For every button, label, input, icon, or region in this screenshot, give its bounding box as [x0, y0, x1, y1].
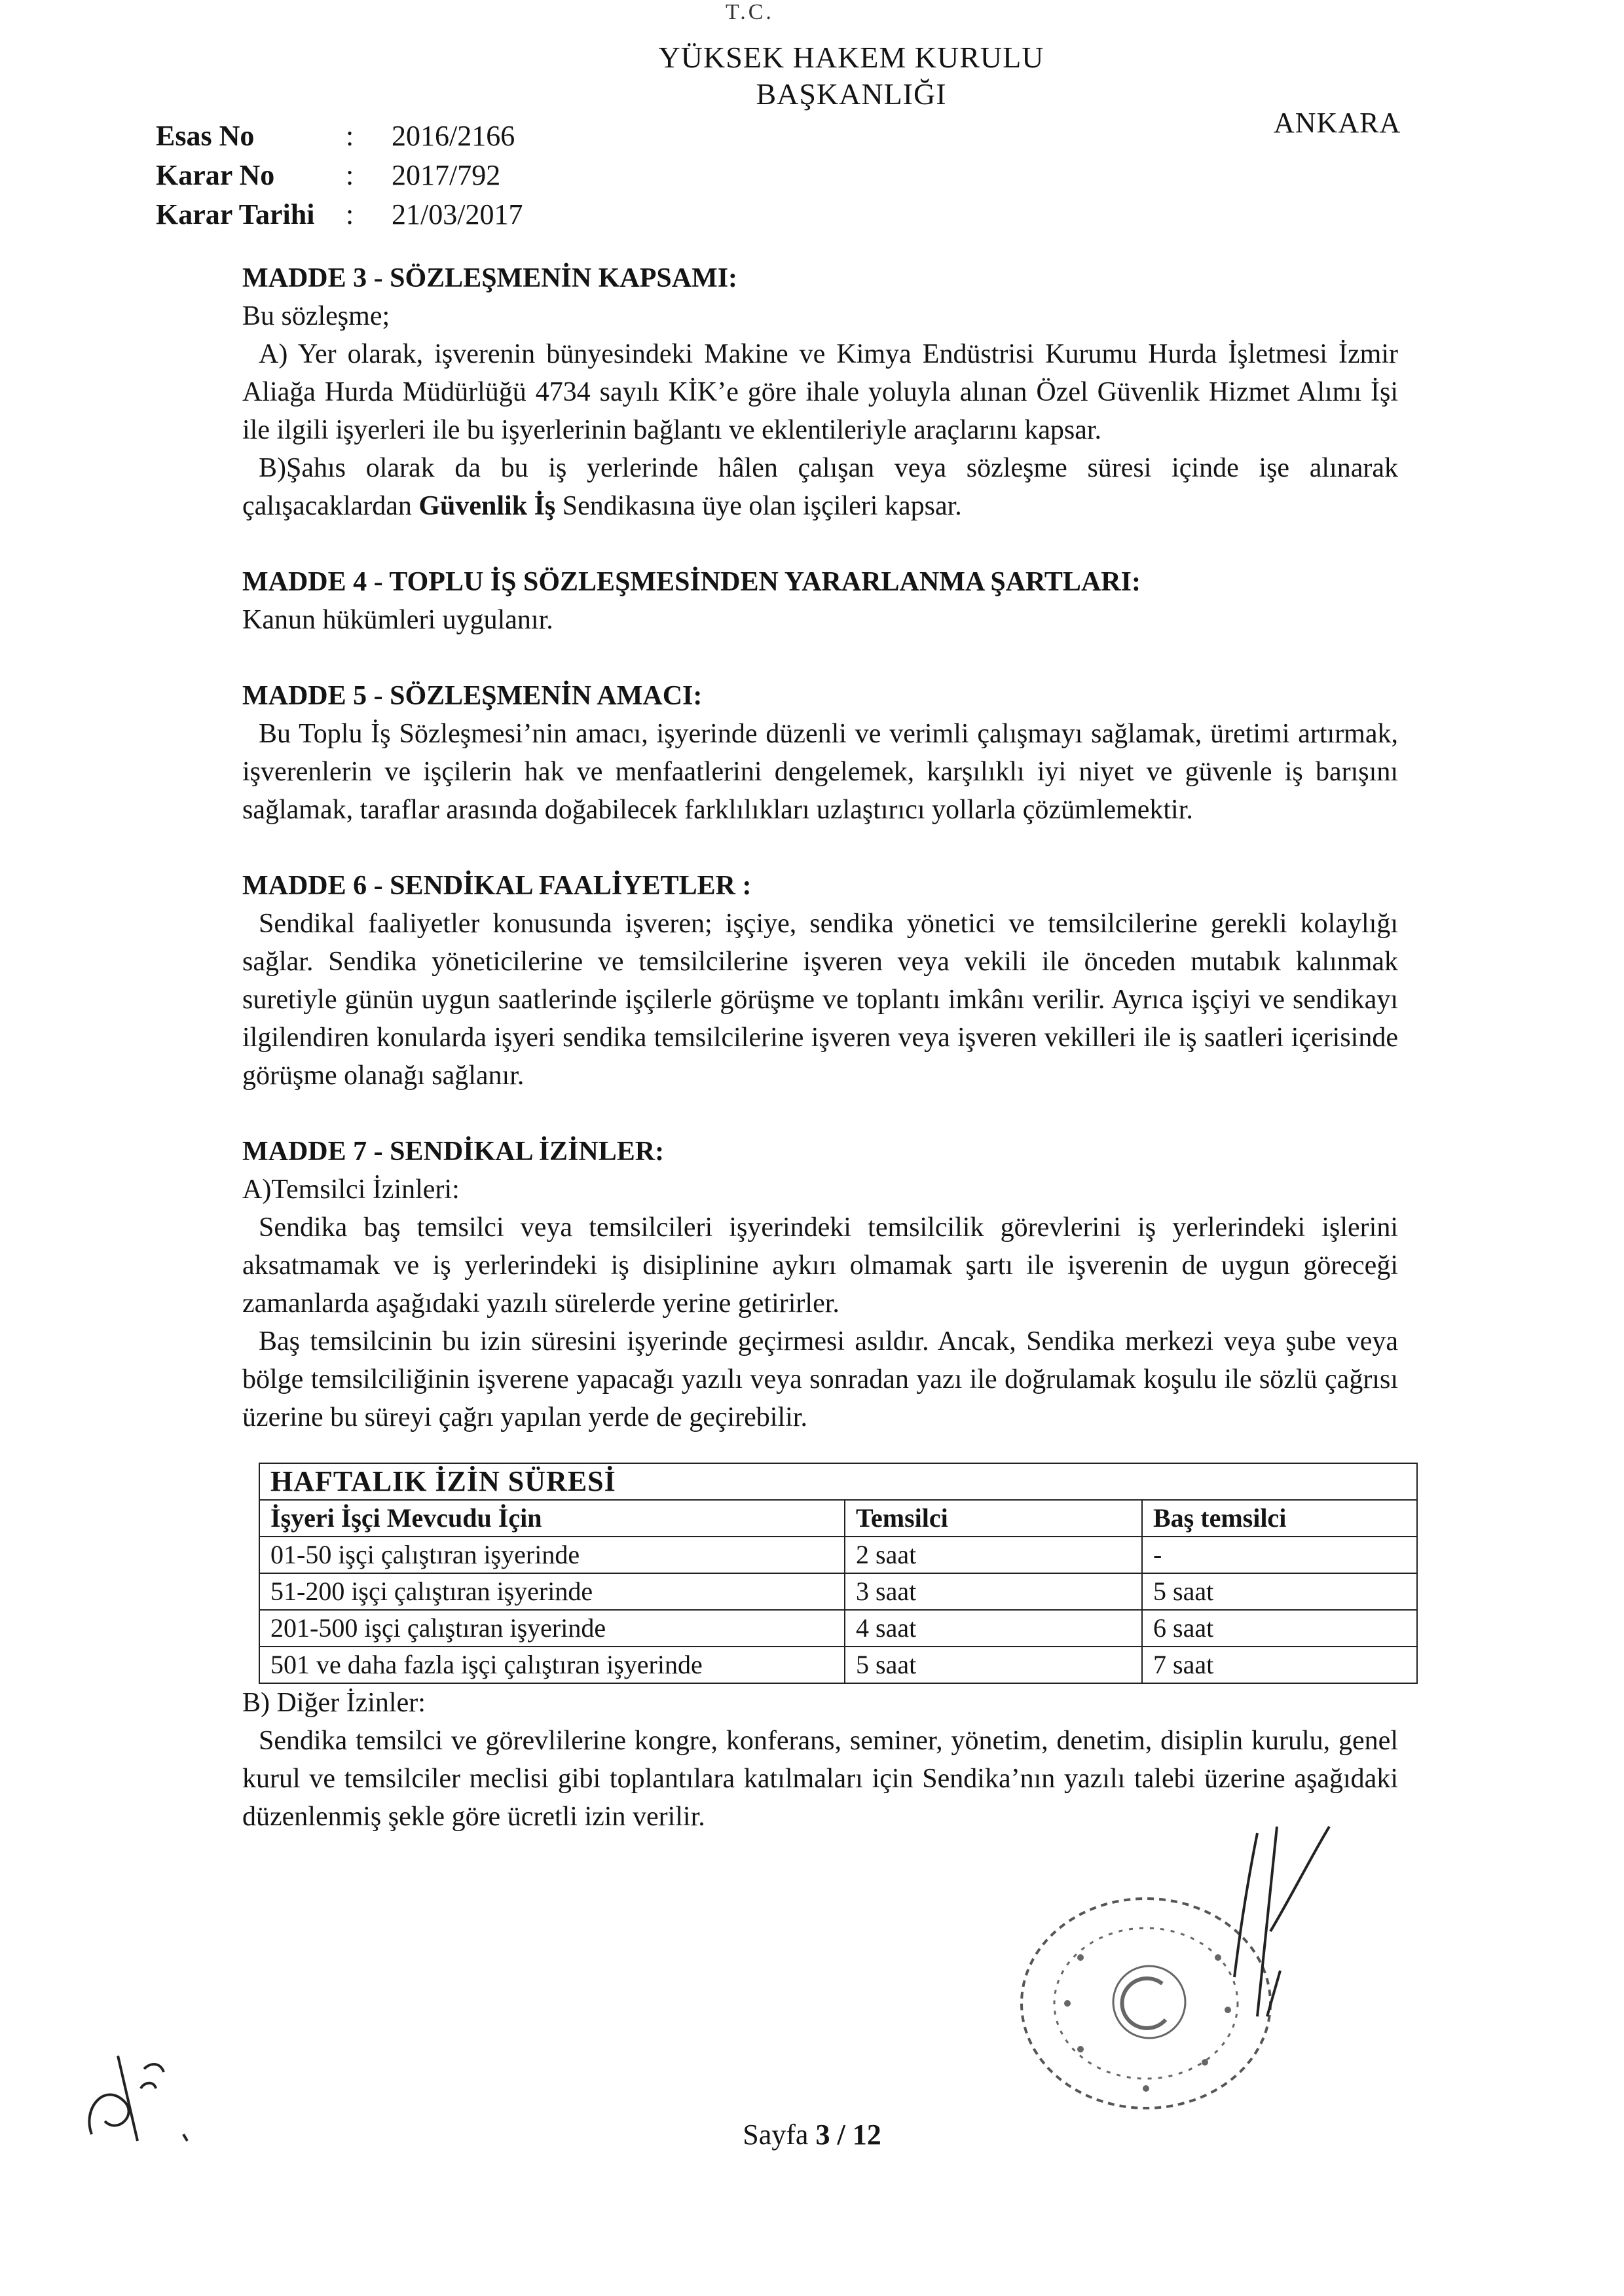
- signature-mark: [1231, 1820, 1336, 2056]
- table-cell: 5 saat: [1142, 1573, 1417, 1610]
- union-name: Güvenlik İş: [418, 491, 556, 521]
- madde7-p1: Sendika baş temsilci veya temsilcileri işyerindeki temsilcilik görevlerini iş yerlerindeki işlerini aksatmamak ve iş yerlerindeki iş disiplinine aykırı olmamak şartı ile işverenin de uygun göreceği zamanlarda aşağıdaki yazılı sürelerde yerine getirirler.: [242, 1212, 1398, 1319]
- table-header-row: [259, 1500, 1417, 1537]
- meta-label: Karar Tarihi: [156, 198, 315, 230]
- madde3-heading: MADDE 3 - SÖZLEŞMENİN KAPSAMI:: [242, 263, 738, 293]
- table-cell: 2 saat: [845, 1537, 1142, 1573]
- madde7-sub-a: A)Temsilci İzinleri:: [242, 1175, 460, 1205]
- header-title-line2: BAŞKANLIĞI: [756, 77, 947, 111]
- madde3-intro: Bu sözleşme;: [242, 301, 390, 331]
- table-row: [259, 1537, 1417, 1573]
- table-cell: 201-500 işçi çalıştıran işyerinde: [259, 1610, 845, 1647]
- table-cell: 01-50 işçi çalıştıran işyerinde: [259, 1537, 845, 1573]
- table-cell: 51-200 işçi çalıştıran işyerinde: [259, 1573, 845, 1610]
- table-header: İşyeri İşçi Mevcudu İçin: [259, 1500, 845, 1537]
- table-cell: 3 saat: [845, 1573, 1142, 1610]
- table-header: Temsilci: [845, 1500, 1142, 1537]
- madde5-text: Bu Toplu İş Sözleşmesi’nin amacı, işyerinde düzenli ve verimli çalışmayı sağlamak, üretimi artırmak, işverenlerin ve işçilerin hak ve menfaatlerini dengelemek, karşılıklı iyi niyet ve güvenle iş barışını sağlamak, taraflar arasında doğabilecek farklılıkları uzlaştırıcı yollarla çözümlemektir.: [242, 719, 1398, 825]
- document-body: [242, 259, 1398, 1836]
- meta-value: 21/03/2017: [392, 198, 523, 230]
- meta-value: 2016/2166: [392, 120, 515, 152]
- table-cell: 7 saat: [1142, 1647, 1417, 1683]
- meta-row-tarih: Karar Tarihi : 21/03/2017: [156, 195, 523, 234]
- case-meta: [156, 117, 523, 234]
- madde7-p2: Baş temsilcinin bu izin süresini işyerinde geçirmesi asıldır. Ancak, Sendika merkezi veya şube veya bölge temsilciliğinin işverene yapacağı yazılı veya sonradan yazı ile doğrulamak koşulu ile sözlü çağrısı üzerine bu süreyi çağrı yapılan yerde de geçirebilir.: [242, 1326, 1398, 1432]
- table-caption: HAFTALIK İZİN SÜRESİ: [259, 1463, 1417, 1500]
- madde5-heading: MADDE 5 - SÖZLEŞMENİN AMACI:: [242, 681, 703, 711]
- madde3-b: B)Şahıs olarak da bu iş yerlerinde hâlen çalışan veya sözleşme süresi içinde işe alınarak çalışacaklardan Güvenlik İş Sendikasına üye olan işçileri kapsar.: [242, 453, 1398, 521]
- table-row: [259, 1573, 1417, 1610]
- table-cell: 5 saat: [845, 1647, 1142, 1683]
- table-cell: -: [1142, 1537, 1417, 1573]
- meta-value: 2017/792: [392, 159, 501, 191]
- table-row: [259, 1610, 1417, 1647]
- table-cell: 6 saat: [1142, 1610, 1417, 1647]
- madde7-p3: Sendika temsilci ve görevlilerine kongre, konferans, seminer, yönetim, denetim, disiplin kurulu, genel kurul ve temsilciler meclisi gibi toplantılara katılmaları için Sendika’nın yazılı talebi üzerine aşağıdaki düzenlenmiş şekle göre ücretli izin verilir.: [242, 1726, 1398, 1832]
- madde3-a: A) Yer olarak, işverenin bünyesindeki Makine ve Kimya Endüstrisi Kurumu Hurda İşletmesi İzmir Aliağa Hurda Müdürlüğü 4734 sayılı KİK’e göre ihale yoluyla alınan Özel Güvenlik Hizmet Alımı İşi ile ilgili işyerleri ile bu işyerlerinin bağlantı ve eklentileriyle araçlarını kapsar.: [242, 339, 1398, 445]
- table-cell: 4 saat: [845, 1610, 1142, 1647]
- madde7-sub-b: B) Diğer İzinler:: [242, 1688, 426, 1718]
- meta-label: Esas No: [156, 120, 255, 152]
- table-cell: 501 ve daha fazla işçi çalıştıran işyerinde: [259, 1647, 845, 1683]
- leave-duration-table: [259, 1463, 1418, 1684]
- madde7-heading: MADDE 7 - SENDİKAL İZİNLER:: [242, 1137, 665, 1167]
- madde6-text: Sendikal faaliyetler konusunda işveren; işçiye, sendika yönetici ve temsilcilerine gerekli kolaylığı sağlar. Sendika yöneticilerine ve temsilcilerine işveren veya vekili ile önceden mutabık kalınmak suretiyle günün uygun saatlerinde işçilerle görüşme ve toplantı imkânı verilir. Ayrıca işçiyi ve sendikayı ilgilendiren konularda işyeri sendika temsilcilerine işveren veya işveren vekilleri ile iş saatleri içerisinde görüşme olanağı sağlanır.: [242, 909, 1398, 1091]
- meta-label: Karar No: [156, 159, 275, 191]
- meta-row-karar: Karar No : 2017/792: [156, 156, 523, 195]
- page-footer: [0, 2118, 1624, 2151]
- table-row: [259, 1647, 1417, 1683]
- madde4-text: Kanun hükümleri uygulanır.: [242, 605, 553, 635]
- madde6-heading: MADDE 6 - SENDİKAL FAALİYETLER :: [242, 871, 752, 901]
- page-word: Sayfa: [743, 2119, 809, 2151]
- meta-row-esas: Esas No : 2016/2166: [156, 117, 523, 156]
- madde4-heading: MADDE 4 - TOPLU İŞ SÖZLEŞMESİNDEN YARARLANMA ŞARTLARI:: [242, 567, 1141, 597]
- page-number: 3 / 12: [815, 2119, 881, 2151]
- header-title-line1: YÜKSEK HAKEM KURULU: [658, 41, 1044, 74]
- city-label: ANKARA: [1274, 107, 1401, 139]
- table-header: Baş temsilci: [1142, 1500, 1417, 1537]
- tc-mark: T.C.: [726, 0, 774, 24]
